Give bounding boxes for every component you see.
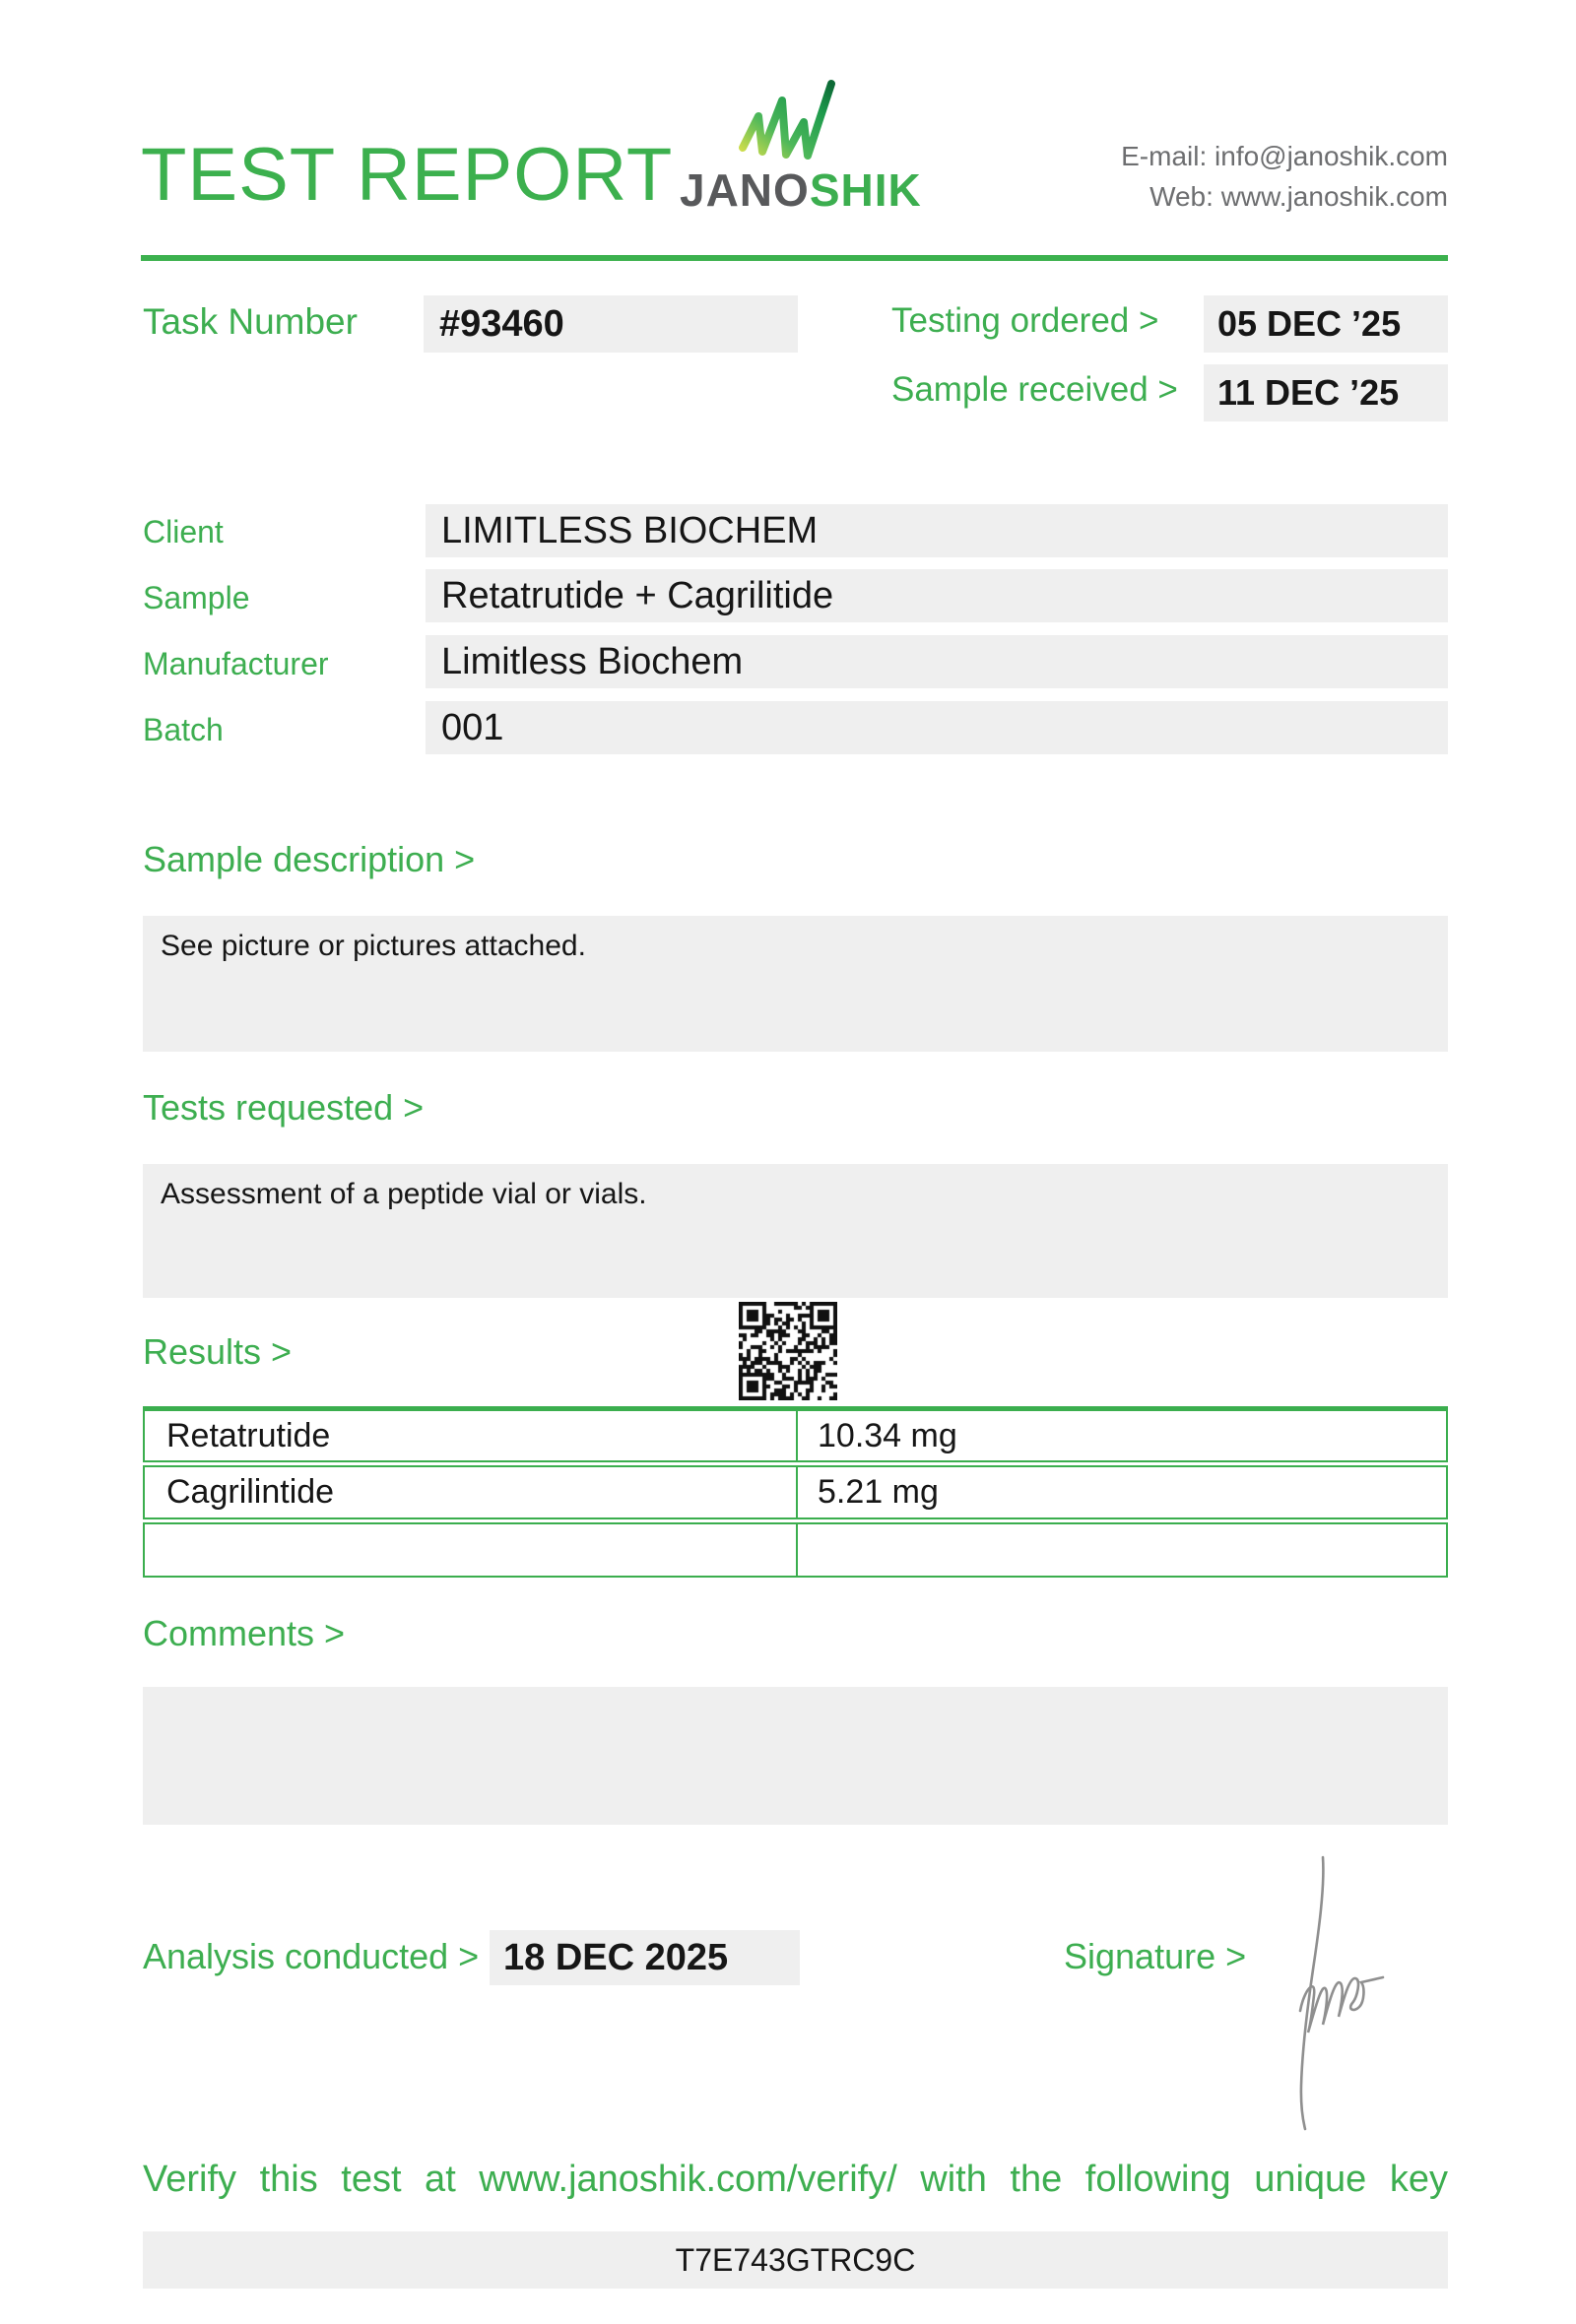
result-value: 5.21 mg (818, 1473, 939, 1511)
sample-received-value: 11 DEC ’25 (1217, 372, 1400, 413)
task-number-label: Task Number (143, 301, 358, 342)
sample-value: Retatrutide + Cagrilitide (441, 575, 834, 616)
signature-label: Signature > (1064, 1936, 1247, 1976)
tests-requested-heading: Tests requested > (143, 1087, 425, 1128)
contact-block (955, 136, 1448, 217)
manufacturer-value: Limitless Biochem (441, 641, 744, 682)
results-table-row (143, 1406, 1448, 1462)
result-value (798, 1524, 1446, 1576)
comments-box (143, 1687, 1448, 1825)
result-name: Retatrutide (145, 1411, 798, 1460)
result-name (145, 1524, 798, 1576)
analysis-date-field (490, 1930, 800, 1985)
results-table-row (143, 1522, 1448, 1578)
manufacturer-field (426, 635, 1448, 688)
sample-label: Sample (143, 580, 250, 615)
batch-value: 001 (441, 707, 504, 748)
batch-field (426, 701, 1448, 754)
header-divider (141, 255, 1448, 261)
page-title: TEST REPORT (141, 133, 674, 217)
logo-wordmark-left: JANO (680, 164, 810, 216)
analysis-date-value: 18 DEC 2025 (503, 1937, 729, 1978)
result-name: Cagrilintide (145, 1467, 798, 1517)
result-value: 10.34 mg (818, 1416, 957, 1454)
results-table-row (143, 1465, 1448, 1519)
contact-web: Web: www.janoshik.com (1149, 181, 1448, 212)
testing-ordered-value: 05 DEC ’25 (1217, 303, 1402, 344)
sample-received-label: Sample received > (891, 370, 1178, 409)
trend-line-icon (739, 79, 837, 160)
verify-key-field (143, 2231, 1448, 2289)
comments-heading: Comments > (143, 1613, 346, 1653)
sample-description-heading: Sample description > (143, 839, 476, 879)
client-label: Client (143, 514, 224, 549)
qr-code-icon (739, 1302, 837, 1400)
manufacturer-label: Manufacturer (143, 646, 329, 681)
client-value: LIMITLESS BIOCHEM (441, 510, 819, 551)
verify-key-value: T7E743GTRC9C (675, 2242, 916, 2278)
task-number-value: #93460 (439, 303, 564, 345)
logo-wordmark-right: SHIK (809, 164, 922, 216)
sample-field (426, 569, 1448, 622)
testing-ordered-label: Testing ordered > (891, 301, 1159, 340)
tests-requested-box (143, 1164, 1448, 1298)
batch-label: Batch (143, 712, 224, 747)
logo-wordmark (680, 163, 922, 217)
sample-description-box (143, 916, 1448, 1052)
comments-text (143, 1687, 1448, 1714)
sample-received-field (1204, 364, 1448, 421)
task-number-field (424, 295, 798, 353)
tests-requested-text: Assessment of a peptide vial or vials. (161, 1178, 647, 1210)
results-heading: Results > (143, 1331, 293, 1372)
client-field (426, 504, 1448, 557)
contact-email: E-mail: info@janoshik.com (1121, 141, 1448, 171)
verify-instruction: Verify this test at www.janoshik.com/verify/ with the following unique key (143, 2159, 1448, 2200)
analysis-conducted-label: Analysis conducted > (143, 1936, 480, 1976)
signature-scribble (1292, 1853, 1401, 2134)
testing-ordered-field (1204, 295, 1448, 353)
sample-description-text: See picture or pictures attached. (161, 930, 586, 962)
